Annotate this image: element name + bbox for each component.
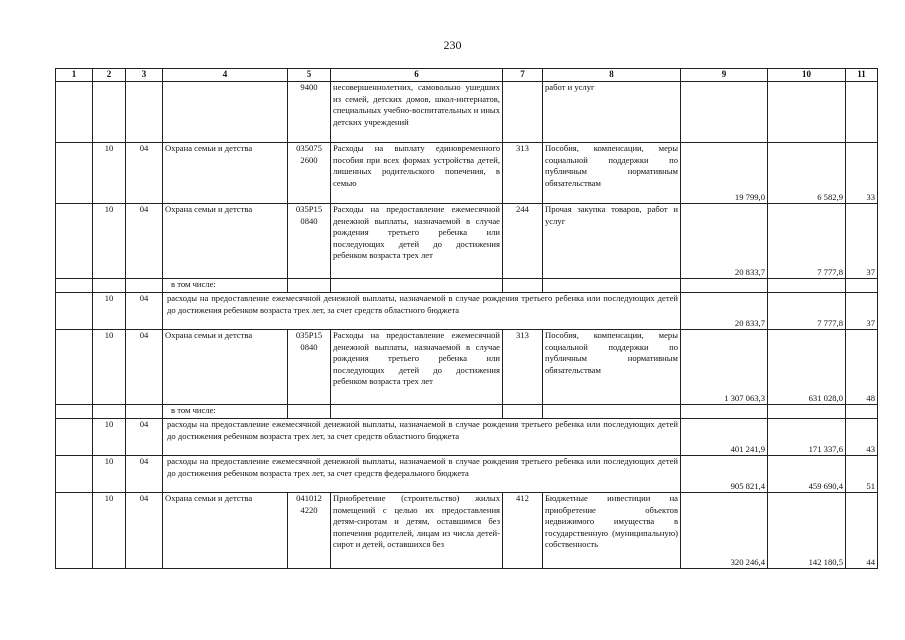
subsection-code: 04 xyxy=(126,204,163,279)
col1-cell xyxy=(56,82,93,143)
col1-cell xyxy=(56,419,93,456)
target-code: 035P15 0840 xyxy=(288,330,331,405)
including-label: в том числе: xyxy=(163,405,288,419)
execution-percent: 48 xyxy=(846,330,878,405)
actual-amount: 142 180,5 xyxy=(768,493,846,569)
actual-amount: 171 337,6 xyxy=(768,419,846,456)
header-cell: 1 xyxy=(56,69,93,82)
actual-amount: 459 690,4 xyxy=(768,456,846,493)
including-label: в том числе: xyxy=(163,279,288,293)
col1-cell xyxy=(56,456,93,493)
execution-percent: 51 xyxy=(846,456,878,493)
actual-amount: 631 028,0 xyxy=(768,330,846,405)
header-cell: 9 xyxy=(681,69,768,82)
empty-cell xyxy=(543,279,681,293)
empty-cell xyxy=(768,279,846,293)
col3-cell xyxy=(126,279,163,293)
table-row xyxy=(56,143,878,204)
header-cell: 4 xyxy=(163,69,288,82)
subsection-code: 04 xyxy=(126,419,163,456)
expense-description: несовершеннолетних, самовольно ушедших из семей, детских домов, школ-интернатов, специальных учебно-воспитательных и иных детских учреждений xyxy=(331,82,503,143)
empty-cell xyxy=(681,405,768,419)
target-code: 9400 xyxy=(288,82,331,143)
table-row xyxy=(56,405,878,419)
expense-description: Расходы на выплату единовременного пособия при всех формах устройства детей, лишенных родительского попечения, в семью xyxy=(331,143,503,204)
page-number: 230 xyxy=(443,38,462,52)
empty-cell xyxy=(331,405,503,419)
empty-cell xyxy=(331,279,503,293)
header-cell: 10 xyxy=(768,69,846,82)
section-code: 10 xyxy=(93,330,126,405)
plan-amount: 19 799,0 xyxy=(681,143,768,204)
expense-type-code: 313 xyxy=(503,143,543,204)
empty-cell xyxy=(503,405,543,419)
col1-cell xyxy=(56,330,93,405)
col1-cell xyxy=(56,493,93,569)
execution-percent: 37 xyxy=(846,293,878,330)
col2-cell xyxy=(93,405,126,419)
expense-type-code: 244 xyxy=(503,204,543,279)
subsection-code: 04 xyxy=(126,143,163,204)
section-name: Охрана семьи и детства xyxy=(163,143,288,204)
execution-percent: 44 xyxy=(846,493,878,569)
actual-amount xyxy=(768,82,846,143)
col1-cell xyxy=(56,405,93,419)
empty-cell xyxy=(768,405,846,419)
empty-cell xyxy=(288,405,331,419)
budget-table xyxy=(55,68,878,569)
empty-cell xyxy=(681,279,768,293)
expense-type-name: Прочая закупка товаров, работ и услуг xyxy=(543,204,681,279)
empty-cell xyxy=(543,405,681,419)
expense-description: Расходы на предоставление ежемесячной денежной выплаты, назначаемой в случае рождения третьего ребенка или последующих детей до достижения ребенком возраста трех лет xyxy=(331,204,503,279)
expense-description: Расходы на предоставление ежемесячной денежной выплаты, назначаемой в случае рождения третьего ребенка или последующих детей до достижения ребенком возраста трех лет xyxy=(331,330,503,405)
expense-type-name: работ и услуг xyxy=(543,82,681,143)
col3-cell xyxy=(126,405,163,419)
plan-amount: 320 246,4 xyxy=(681,493,768,569)
header-cell: 11 xyxy=(846,69,878,82)
empty-cell xyxy=(846,279,878,293)
section-name xyxy=(163,82,288,143)
execution-percent: 33 xyxy=(846,143,878,204)
header-cell: 5 xyxy=(288,69,331,82)
table-row xyxy=(56,330,878,405)
actual-amount: 6 582,9 xyxy=(768,143,846,204)
col1-cell xyxy=(56,204,93,279)
section-name: Охрана семьи и детства xyxy=(163,330,288,405)
expense-type-name: Бюджетные инвестиции на приобретение объектов недвижимого имущества в государственную (муниципальную) собственность xyxy=(543,493,681,569)
header-row xyxy=(56,69,878,82)
header-cell: 2 xyxy=(93,69,126,82)
execution-percent: 43 xyxy=(846,419,878,456)
actual-amount: 7 777,8 xyxy=(768,293,846,330)
header-cell: 3 xyxy=(126,69,163,82)
table-row xyxy=(56,82,878,143)
subsection-code: 04 xyxy=(126,330,163,405)
actual-amount: 7 777,8 xyxy=(768,204,846,279)
funding-source-description: расходы на предоставление ежемесячной денежной выплаты, назначаемой в случае рождения третьего ребенка или последующих детей до достижения ребенком возраста трех лет, за счет средств областного бюджета xyxy=(163,293,681,330)
expense-type-name: Пособия, компенсации, меры социальной поддержки по публичным нормативным обязательствам xyxy=(543,330,681,405)
table-row xyxy=(56,419,878,456)
plan-amount: 20 833,7 xyxy=(681,204,768,279)
expense-type-code xyxy=(503,82,543,143)
empty-cell xyxy=(503,279,543,293)
target-code: 041012 4220 xyxy=(288,493,331,569)
plan-amount xyxy=(681,82,768,143)
section-code: 10 xyxy=(93,143,126,204)
header-cell: 6 xyxy=(331,69,503,82)
header-cell: 7 xyxy=(503,69,543,82)
subsection-code: 04 xyxy=(126,456,163,493)
execution-percent xyxy=(846,82,878,143)
table-row xyxy=(56,279,878,293)
section-code: 10 xyxy=(93,204,126,279)
col1-cell xyxy=(56,293,93,330)
section-code: 10 xyxy=(93,293,126,330)
col1-cell xyxy=(56,279,93,293)
plan-amount: 1 307 063,3 xyxy=(681,330,768,405)
section-code: 10 xyxy=(93,456,126,493)
subsection-code: 04 xyxy=(126,493,163,569)
subsection-code xyxy=(126,82,163,143)
table-row xyxy=(56,293,878,330)
funding-source-description: расходы на предоставление ежемесячной денежной выплаты, назначаемой в случае рождения третьего ребенка или последующих детей до достижения ребенком возраста трех лет, за счет средств областного бюджета xyxy=(163,419,681,456)
expense-description: Приобретение (строительство) жилых помещений с целью их предоставления детям-сиротам и детям, оставшимся без попечения родителей, лицам из числа детей-сирот и детей, оставшихся без xyxy=(331,493,503,569)
section-code xyxy=(93,82,126,143)
plan-amount: 20 833,7 xyxy=(681,293,768,330)
section-code: 10 xyxy=(93,419,126,456)
execution-percent: 37 xyxy=(846,204,878,279)
funding-source-description: расходы на предоставление ежемесячной денежной выплаты, назначаемой в случае рождения третьего ребенка или последующих детей до достижения ребенком возраста трех лет, за счет средств федерального бюджета xyxy=(163,456,681,493)
subsection-code: 04 xyxy=(126,293,163,330)
expense-type-name: Пособия, компенсации, меры социальной поддержки по публичным нормативным обязательствам xyxy=(543,143,681,204)
header-cell: 8 xyxy=(543,69,681,82)
col1-cell xyxy=(56,143,93,204)
table-row xyxy=(56,493,878,569)
target-code: 035P15 0840 xyxy=(288,204,331,279)
target-code: 035075 2600 xyxy=(288,143,331,204)
empty-cell xyxy=(846,405,878,419)
section-code: 10 xyxy=(93,493,126,569)
expense-type-code: 313 xyxy=(503,330,543,405)
plan-amount: 401 241,9 xyxy=(681,419,768,456)
expense-type-code: 412 xyxy=(503,493,543,569)
section-name: Охрана семьи и детства xyxy=(163,493,288,569)
empty-cell xyxy=(288,279,331,293)
section-name: Охрана семьи и детства xyxy=(163,204,288,279)
plan-amount: 905 821,4 xyxy=(681,456,768,493)
table-row xyxy=(56,456,878,493)
col2-cell xyxy=(93,279,126,293)
table-row xyxy=(56,204,878,279)
